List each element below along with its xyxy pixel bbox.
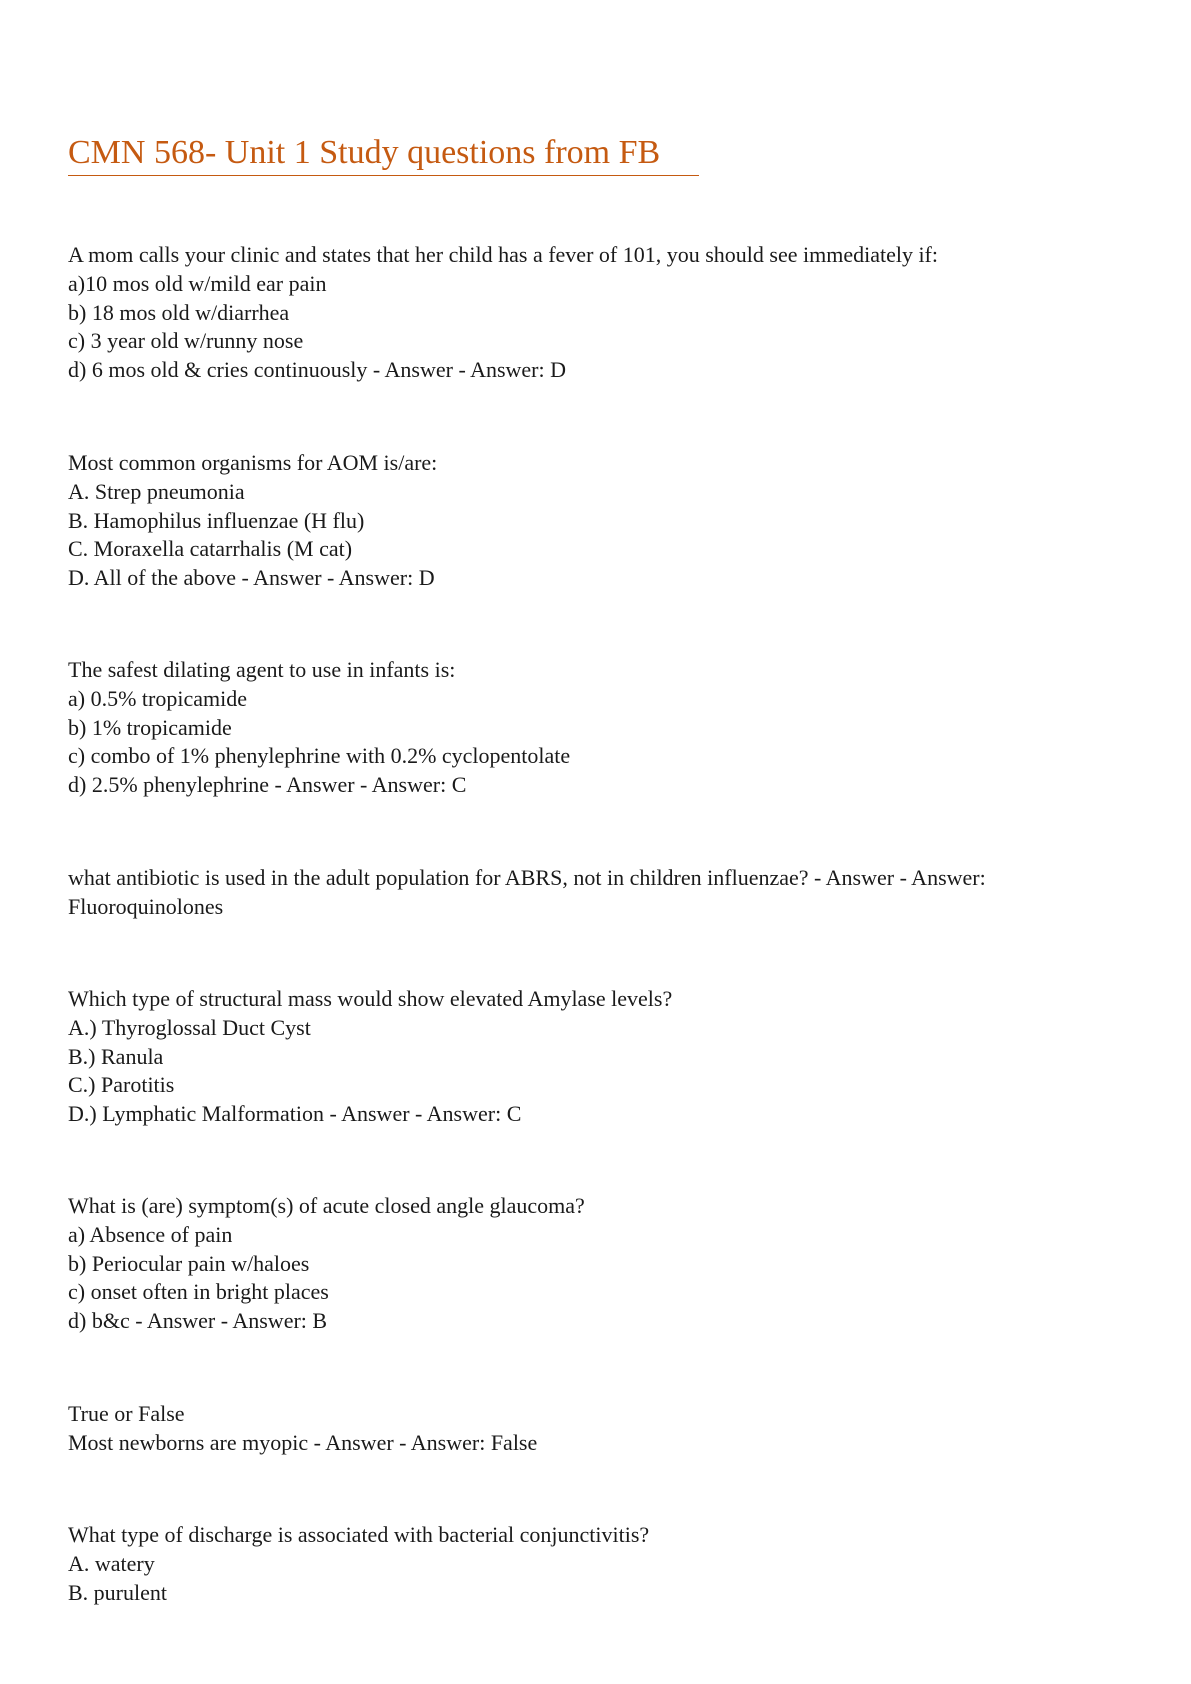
question-3-option-b: b) 1% tropicamide (68, 714, 232, 740)
title-underline (68, 175, 699, 176)
question-8-stem: What type of discharge is associated with bacterial conjunctivitis? (68, 1522, 650, 1547)
question-block-3 (68, 656, 1128, 800)
question-2-stem: Most common organisms for AOM is/are: (68, 450, 438, 475)
question-3-option-a: a) 0.5% tropicamide (68, 685, 247, 711)
question-2-option-a: A. Strep pneumonia (68, 478, 245, 504)
question-5-stem: Which type of structural mass would show elevated Amylase levels? (68, 986, 673, 1011)
question-block-1 (68, 241, 1128, 385)
question-6-option-a: a) Absence of pain (68, 1221, 233, 1247)
question-1-option-a: a)10 mos old w/mild ear pain (68, 270, 327, 296)
question-block-6 (68, 1192, 1128, 1336)
question-8-option-a: A. watery (68, 1550, 155, 1576)
question-2-option-c: C. Moraxella catarrhalis (M cat) (68, 536, 353, 562)
question-block-4 (68, 864, 1128, 922)
question-1-option-d-answer: d) 6 mos old & cries continuously - Answer - Answer: D (68, 357, 566, 382)
question-4-answer: Fluoroquinolones (68, 893, 224, 919)
question-5-option-c: C.) Parotitis (68, 1072, 175, 1098)
document-title: CMN 568- Unit 1 Study questions from FB (68, 134, 661, 171)
question-5-option-a: A.) Thyroglossal Duct Cyst (68, 1014, 311, 1040)
question-1-option-b: b) 18 mos old w/diarrhea (68, 299, 290, 325)
question-block-5 (68, 985, 1128, 1129)
question-7-answer: Most newborns are myopic - Answer - Answer: False (68, 1429, 538, 1455)
question-6-stem: What is (are) symptom(s) of acute closed angle glaucoma? (68, 1193, 585, 1218)
question-5-option-d-answer: D.) Lymphatic Malformation - Answer - Answer: C (68, 1101, 522, 1126)
question-7-stem: True or False (68, 1401, 185, 1426)
question-5-option-b: B.) Ranula (68, 1043, 164, 1069)
question-8-option-b: B. purulent (68, 1579, 167, 1605)
question-block-2 (68, 449, 1128, 593)
question-4-stem: what antibiotic is used in the adult population for ABRS, not in children influenzae? - Answer - Answer: (68, 865, 986, 890)
question-3-option-d-answer: d) 2.5% phenylephrine - Answer - Answer: C (68, 772, 467, 797)
question-6-option-c: c) onset often in bright places (68, 1279, 329, 1305)
question-2-option-d-answer: D. All of the above - Answer - Answer: D (68, 565, 435, 590)
question-3-option-c: c) combo of 1% phenylephrine with 0.2% cyclopentolate (68, 743, 571, 769)
question-block-8 (68, 1521, 1128, 1607)
question-block-7 (68, 1400, 1128, 1458)
question-1-option-c: c) 3 year old w/runny nose (68, 328, 304, 354)
question-2-option-b: B. Hamophilus influenzae (H flu) (68, 507, 365, 533)
question-6-option-b: b) Periocular pain w/haloes (68, 1250, 310, 1276)
question-6-option-d-answer: d) b&c - Answer - Answer: B (68, 1308, 328, 1333)
question-1-stem: A mom calls your clinic and states that her child has a fever of 101, you should see immediately if: (68, 242, 938, 267)
question-3-stem: The safest dilating agent to use in infants is: (68, 657, 456, 682)
